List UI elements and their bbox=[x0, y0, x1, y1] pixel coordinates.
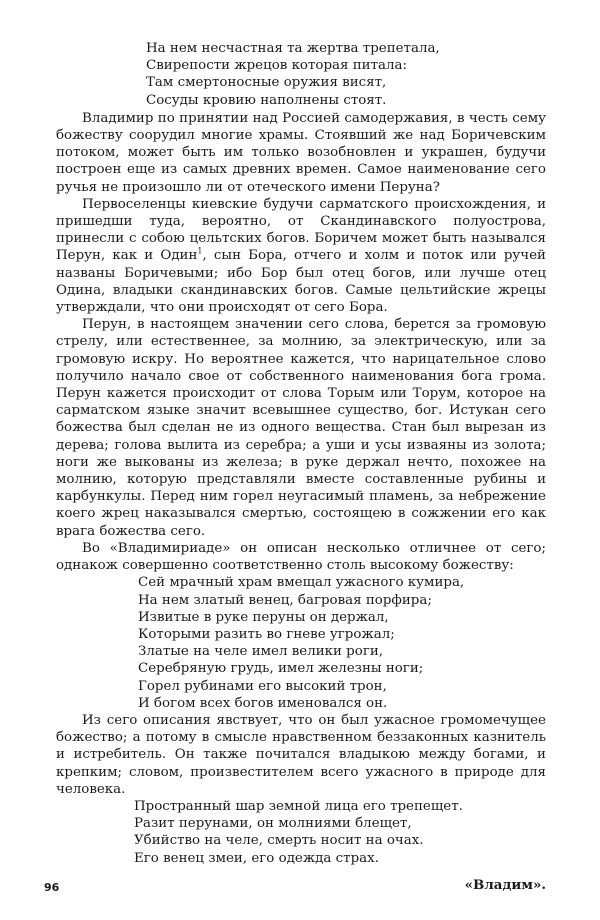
verse-line: Свирепости жрецов которая питала: bbox=[146, 58, 407, 74]
verse-bottom bbox=[56, 798, 546, 867]
verse-line: Убийство на челе, смерть носит на очах. bbox=[134, 833, 424, 849]
verse-line: И богом всех богов именовался он. bbox=[138, 695, 388, 711]
verse-top bbox=[56, 40, 546, 109]
page-footer bbox=[44, 869, 546, 899]
paragraph-settlers bbox=[56, 196, 546, 316]
verse-line: Сей мрачный храм вмещал ужасного кумира, bbox=[138, 575, 465, 591]
verse-line: Пространный шар земной лица его трепещет. bbox=[134, 798, 463, 814]
verse-line: Его венец змеи, его одежда страх. bbox=[134, 850, 379, 866]
verse-line: На нем несчастная та жертва трепетала, bbox=[146, 41, 440, 56]
verse-line: Серебряную грудь, имел железны ноги; bbox=[138, 661, 424, 677]
page-number: 96 bbox=[44, 880, 60, 894]
verse-line: На нем златый венец, багровая порфира; bbox=[138, 592, 432, 608]
verse-line: Там смертоносные оружия висят, bbox=[146, 75, 387, 91]
paragraph-perun: Перун, в настоящем значении сего слова, берется за громовую стрелу, или естественнее, за молнию, за электрическую, или за громовую искру. Но вероятнее кажется, что нарицательное слово получило начало свое от собственного наименования бога грома. Перун кажется происходит от слова Торым или Торум, которое на сарматском языке значит всевышнее существо, бог. Истукан сего божества был сделан не из одного вещества. Стан был вырезан из дерева; голова вылита из серебра; а уши и усы изваяны из золота; ноги же выкованы из железа; в руке держал нечто, похожее на молнию, которую представляли вместе составленные рубины и карбункулы. Перед ним горел неугасимый пламень, за небрежение коего жрец наказывался смертью, состоящею в сожжении его как врага божества сего. bbox=[56, 317, 546, 539]
verse-line: Сосуды кровию наполнены стоят. bbox=[146, 92, 387, 108]
verse-line: Горел рубинами его высокий трон, bbox=[138, 678, 387, 694]
verse-line: Которыми разить во гневе угрожал; bbox=[138, 626, 395, 642]
source-attribution: «Владим». bbox=[464, 876, 546, 893]
paragraph-vladimir: Владимир по принятии над Россией самодержавия, в честь сему божеству соорудил многие храмы. Стоявший же над Боричевским потоком, может быть им только возобновлен и украшен, будучи построен еще из самых древних времен. Самое наименование сего ручья не произошло ли от отеческого имени Перуна? bbox=[56, 110, 546, 195]
verse-middle bbox=[56, 574, 546, 712]
paragraph-description: Из сего описания явствует, что он был ужасное громомечущее божество; а потому в смысле нравственном беззаконных казнитель и истребитель. Он также почитался владыкою между богами, и крепким; словом, произвестителем всего ужасного в природе для человека. bbox=[56, 712, 546, 797]
verse-line: Извитые в руке перуны он держал, bbox=[138, 609, 389, 625]
paragraph-settlers-text-1: Первоселенцы киевские будучи сарматского происхождения, и пришедши туда, вероятно, от Скандинавского полуострова, принесли с собою цельтских богов. Боричем может быть назывался Перун, как и Один bbox=[56, 196, 546, 264]
page-body bbox=[44, 40, 546, 899]
verse-line: Разит перунами, он молниями блещет, bbox=[134, 816, 412, 832]
footnote-marker: 1 bbox=[197, 246, 203, 256]
verse-line: Златые на челе имел велики роги, bbox=[138, 644, 384, 660]
paragraph-vladimiriada: Во «Владимириаде» он описан несколько отличнее от сего; однакож совершенно соответственно столь высокому божеству: bbox=[56, 540, 546, 574]
paragraph-settlers-text-2: , сын Бора, отчего и холм и поток или ручей названы Боричевыми; ибо Бор был отец богов, или лучше отец Одина, владыки скандинавских богов. Самые цельтийские жрецы утверждали, что они происходят от сего Бора. bbox=[56, 248, 546, 316]
